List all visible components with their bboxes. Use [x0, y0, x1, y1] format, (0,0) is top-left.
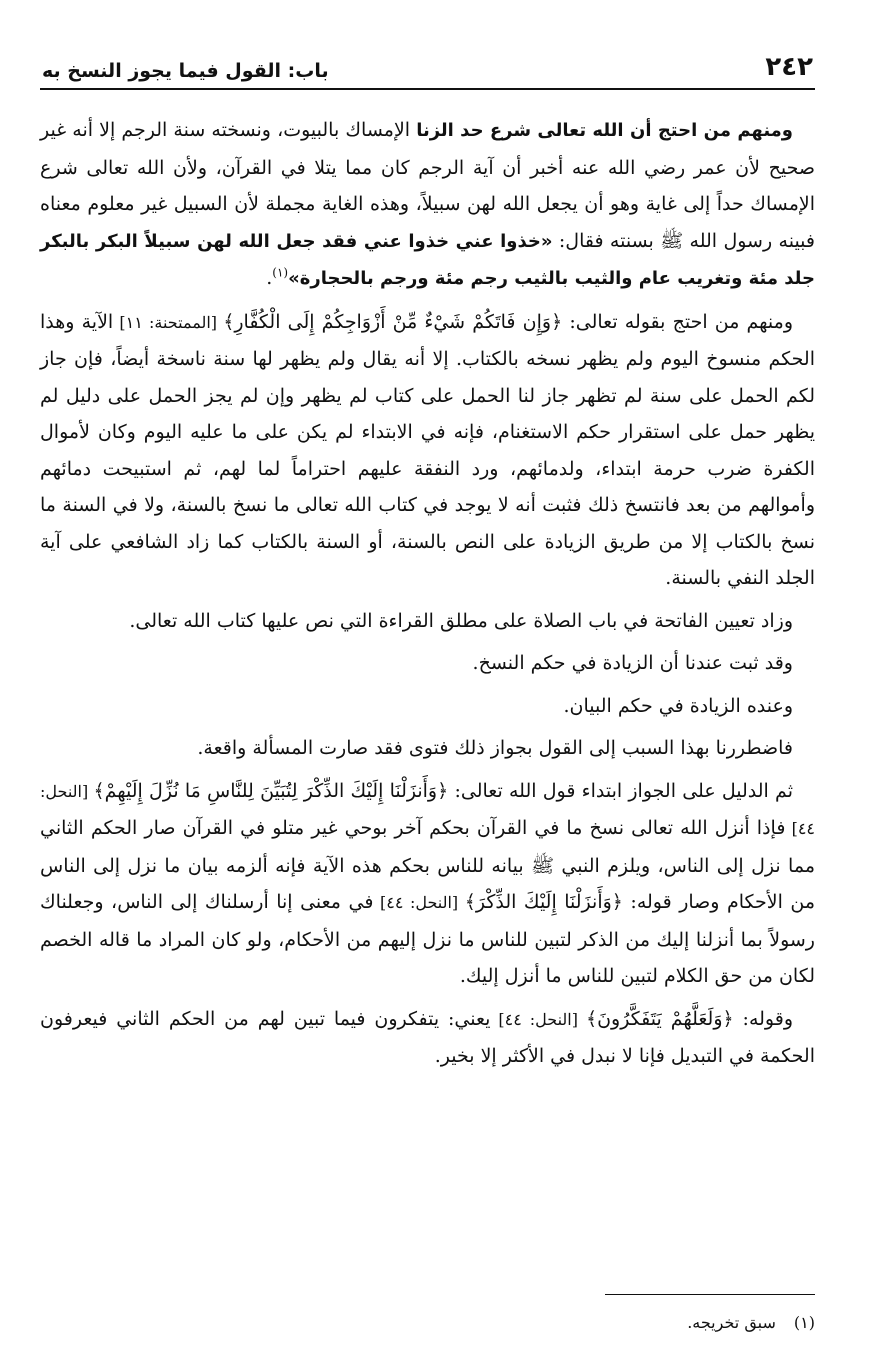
paragraph-text: يعني: يتفكرون فيما تبين لهم من الحكم الثاني فيعرفون الحكمة في التبديل فإنا لا نبدل في الأكثر إلا بخير.: [40, 1007, 815, 1067]
verse-reference: [النحل: ٤٤]: [40, 781, 816, 838]
page-header: [40, 54, 815, 90]
paragraph-5: [40, 688, 815, 725]
paragraph-2: [40, 304, 815, 597]
paragraph-end: .: [266, 267, 273, 289]
paragraph-text: ثم الدليل على الجواز ابتداء قول الله تعالى:: [448, 779, 793, 802]
quran-verse: ﴿وَلَعَلَّهُمْ يَتَفَكَّرُونَ﴾: [585, 1007, 734, 1030]
quran-verse: ﴿وَأَنزَلْنَا إِلَيْكَ الذِّكْرَ لِتُبَيِّنَ لِلنَّاسِ مَا نُزِّلَ إِلَيْهِمْ﴾: [93, 779, 449, 802]
footnote-ref: (١): [272, 265, 289, 280]
book-page: [40, 54, 815, 1347]
paragraph-text: وقد ثبت عندنا أن الزيادة في حكم النسخ.: [472, 652, 793, 674]
paragraph-text: وعنده الزيادة في حكم البيان.: [563, 694, 793, 717]
paragraph-text: وقوله:: [733, 1007, 793, 1030]
bold-lead: ومنهم من احتج أن الله تعالى شرع حد الزنا: [416, 120, 793, 141]
running-title: باب: القول فيما يجوز النسخ به: [42, 60, 329, 82]
paragraph-6: [40, 730, 815, 767]
paragraph-3: [40, 603, 815, 640]
paragraph-1: [40, 112, 815, 298]
footnote-divider: [605, 1294, 815, 1295]
page-number: ٢٤٢: [765, 52, 813, 82]
paragraph-4: [40, 645, 815, 682]
paragraph-text: الإمساك بالبيوت، ونسخته سنة الرجم إلا أنه غير صحيح لأن عمر رضي الله عنه أخبر أن آية الرجم كان مما يتلا في القرآن، ولأن الله تعالى شرع الإمساك حداً إلى غاية وهو أن يجعل الله لهن سبيلاً، وهذه الغاية مجملة لأن السبيل غير معلوم معناه فبينه رسول الله ﷺ بسنته فقال:: [40, 119, 815, 252]
paragraph-text: فإذا أنزل الله تعالى نسخ ما في القرآن بحكم آخر بوحي غير متلو في القرآن صار الحكم الثاني مما نزل إلى الناس، ويلزم النبي ﷺ بيانه للناس بحكم هذه الآية فإنه ألزمه بيان ما نزل إلى الناس من الأحكام وصار قوله:: [40, 817, 816, 913]
hadith-quote: «خذوا عني خذوا عني فقد جعل الله لهن سبيلاً البكر بالبكر جلد مئة وتغريب عام والثيب بالثيب رجم مئة ورجم بالحجارة»: [40, 230, 815, 289]
verse-reference: [النحل: ٤٤]: [373, 893, 465, 912]
footnote-text: سبق تخريجه.: [687, 1313, 776, 1332]
verse-reference: [الممتحنة: ١١]: [113, 312, 224, 332]
quran-verse: ﴿وَأَنزَلْنَا إِلَيْكَ الذِّكْرَ﴾: [464, 891, 623, 913]
main-text: [40, 112, 815, 1075]
paragraph-text: وزاد تعيين الفاتحة في باب الصلاة على مطلق القراءة التي نص عليها كتاب الله تعالى.: [129, 609, 793, 632]
paragraph-8: [40, 1001, 815, 1075]
paragraph-text: ومنهم من احتج بقوله تعالى:: [562, 310, 794, 333]
paragraph-text: الآية وهذا الحكم منسوخ اليوم ولم يظهر نسخه بالكتاب. إلا أنه يقال ولم يظهر لها سنة ناسخة أيضاً، فإن جاز لكم الحمل على سنة لم تظهر جاز لنا الحمل على كتاب لم يظهر وإن لم يجز الحمل على دليل لم يظهر حمل على استقرار حكم الاستغنام، فإنه في الابتداء لم يكن على ما عليه اليوم وكان لأموال الكفرة ضرب حرمة ابتداء، ولدمائهم، ورد النفقة عليهم احتراماً لما لهم، ثم استبيحت دمائهم وأموالهم من بعد فانتسخ ذلك فثبت أنه لا يوجد في كتاب الله تعالى ما نسخ بالسنة، ولا في السنة ما نسخ بالكتاب إلا من طريق الزيادة على النص بالسنة، أو السنة بالكتاب كما زاد الشافعي على آية الجلد النفي بالسنة.: [40, 310, 815, 589]
verse-reference: [النحل: ٤٤]: [490, 1009, 586, 1029]
footnote-1: [40, 1313, 815, 1332]
paragraph-text: في معنى إنا أرسلناك إلى الناس، وجعلناك رسولاً بما أنزلنا إليك من الذكر لتبين للناس ما نزل إليهم من الأحكام، ولو كان المراد ما قاله الخصم لكان من حق الكلام لتبين للناس ما أنزل إليك.: [40, 891, 815, 987]
quran-verse: ﴿وَإِن فَاتَكُمْ شَيْءٌ مِّنْ أَزْوَاجِكُمْ إِلَى الْكُفَّارِ﴾: [223, 310, 563, 333]
paragraph-text: فاضطررنا بهذا السبب إلى القول بجواز ذلك فتوى فقد صارت المسألة واقعة.: [197, 737, 793, 759]
paragraph-7: [40, 773, 815, 995]
footnote-marker: (١): [793, 1313, 815, 1332]
footnotes: [40, 1294, 815, 1332]
